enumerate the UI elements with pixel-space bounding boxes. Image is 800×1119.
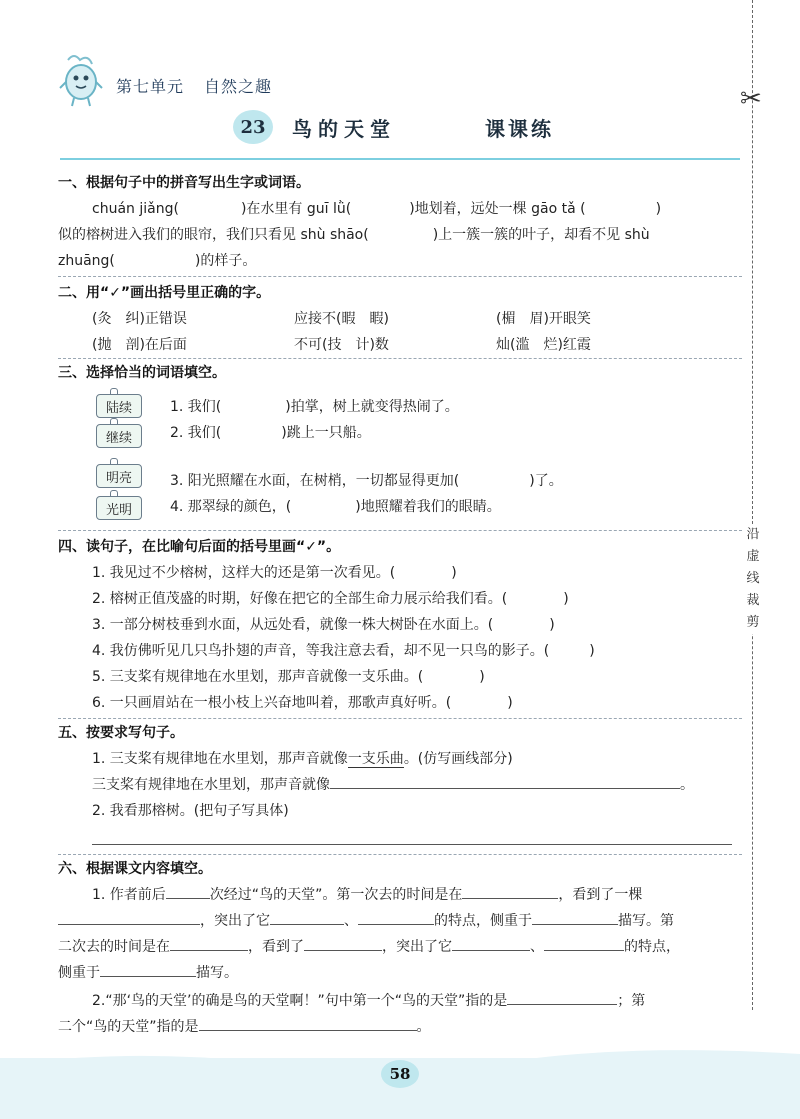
s3-question-3: 3. 阳光照耀在水面，在树梢，一切都显得更加( )了。	[170, 473, 563, 489]
word-tag: 明亮	[96, 464, 142, 488]
word-tag: 陆续	[96, 394, 142, 418]
s6-line-4: 侧重于 描写。	[58, 962, 238, 982]
s5-rewrite-line: 三支桨有规律地在水里划，那声音就像 。	[92, 774, 694, 794]
title-divider	[60, 158, 740, 160]
section-6-title: 六、根据课文内容填空。	[58, 861, 212, 877]
answer-blank[interactable]	[304, 936, 382, 951]
answer-blank[interactable]	[532, 910, 618, 925]
answer-blank[interactable]	[270, 910, 344, 925]
s4-item-4: 4. 我仿佛听见几只鸟扑翅的声音，等我注意去看，却不见一只鸟的影子。( )	[92, 643, 595, 659]
scissors-icon: ✂	[740, 84, 762, 114]
s4-item-6: 6. 一只画眉站在一根小枝上兴奋地叫着，那歌声真好听。( )	[92, 695, 513, 711]
s3-question-2: 2. 我们( )跳上一只船。	[170, 425, 371, 441]
s4-item-5: 5. 三支桨有规律地在水里划，那声音就像一支乐曲。( )	[92, 669, 485, 685]
answer-blank[interactable]	[100, 962, 196, 977]
section-divider	[58, 358, 742, 359]
unit-heading	[116, 74, 292, 97]
section-divider	[58, 854, 742, 855]
s2-item-4[interactable]: (抛 剖)在后面	[92, 337, 187, 353]
unit-label: 第七单元	[116, 77, 185, 96]
s2-item-6[interactable]: 灿(滥 烂)红霞	[496, 337, 591, 353]
s5-question-1: 1. 三支桨有规律地在水里划，那声音就像一支乐曲。(仿写画线部分)	[92, 751, 513, 767]
answer-line[interactable]	[92, 844, 732, 845]
answer-blank[interactable]	[166, 884, 210, 899]
section-2-title: 二、用“✓”画出括号里正确的字。	[58, 285, 271, 301]
cut-guide-line	[752, 0, 753, 1010]
section-divider	[58, 276, 742, 277]
answer-blank[interactable]	[170, 936, 248, 951]
underlined-phrase: 一支乐曲	[347, 751, 404, 767]
lesson-title: 鸟的天堂	[292, 117, 396, 141]
s6-line-6: 二个“鸟的天堂”指的是 。	[58, 1016, 431, 1036]
s2-item-1[interactable]: (灸 纠)正错误	[92, 311, 187, 327]
s4-item-2: 2. 榕树正值茂盛的时期，好像在把它的全部生命力展示给我们看。( )	[92, 591, 569, 607]
s2-item-2[interactable]: 应接不(暇 睱)	[294, 311, 389, 327]
lesson-kind: 课课练	[485, 117, 554, 141]
section-divider	[58, 718, 742, 719]
answer-blank[interactable]	[462, 884, 558, 899]
s2-item-5[interactable]: 不可(技 计)数	[294, 337, 389, 353]
answer-blank[interactable]	[199, 1016, 417, 1031]
s1-line-2: 似的榕树进入我们的眼帘，我们只看见 shù shāo( )上一簇一簇的叶子，却看不见 shù	[58, 227, 650, 243]
word-tag: 继续	[96, 424, 142, 448]
cut-hint-text: 沿虚线裁剪	[742, 524, 764, 634]
mascot-icon	[58, 52, 104, 108]
lesson-number-badge: 23	[233, 110, 273, 144]
section-5-title: 五、按要求写句子。	[58, 725, 184, 741]
answer-blank[interactable]	[58, 910, 200, 925]
s4-item-1: 1. 我见过不少榕树，这样大的还是第一次看见。( )	[92, 565, 457, 581]
answer-blank[interactable]	[544, 936, 624, 951]
section-divider	[58, 530, 742, 531]
answer-blank[interactable]	[358, 910, 434, 925]
section-3-title: 三、选择恰当的词语填空。	[58, 365, 226, 381]
section-4-title: 四、读句子，在比喻句后面的括号里画“✓”。	[58, 539, 341, 555]
answer-blank[interactable]	[507, 990, 617, 1005]
s6-line-2: ，突出了它 、 的特点，侧重于 描写。第	[58, 910, 674, 930]
page-number: 58	[381, 1060, 419, 1088]
s6-line-5: 2.“那‘鸟的天堂’的确是鸟的天堂啊！”句中第一个“鸟的天堂”指的是 ；第	[92, 990, 645, 1010]
s4-item-3: 3. 一部分树枝垂到水面，从远处看，就像一株大树卧在水面上。( )	[92, 617, 555, 633]
unit-theme: 自然之趣	[204, 77, 273, 96]
s2-item-3[interactable]: (楣 眉)开眼笑	[496, 311, 591, 327]
section-1-title: 一、根据句子中的拼音写出生字或词语。	[58, 175, 310, 191]
s6-line-3: 二次去的时间是在 ，看到了 ，突出了它 、 的特点，	[58, 936, 680, 956]
s3-question-1: 1. 我们( )拍掌，树上就变得热闹了。	[170, 399, 459, 415]
s1-line-1: chuán jiǎng( )在水里有 guī lǜ( )地划着，远处一棵 gāo tǎ ( )	[92, 201, 662, 217]
s1-line-3: zhuāng( )的样子。	[58, 253, 257, 269]
word-tag: 光明	[96, 496, 142, 520]
s3-question-4: 4. 那翠绿的颜色，( )地照耀着我们的眼睛。	[170, 499, 501, 515]
answer-line[interactable]	[330, 774, 680, 789]
answer-blank[interactable]	[452, 936, 530, 951]
s6-line-1: 1. 作者前后 次经过“鸟的天堂”。第一次去的时间是在 ，看到了一棵	[92, 884, 642, 904]
s5-question-2: 2. 我看那榕树。(把句子写具体)	[92, 803, 289, 819]
